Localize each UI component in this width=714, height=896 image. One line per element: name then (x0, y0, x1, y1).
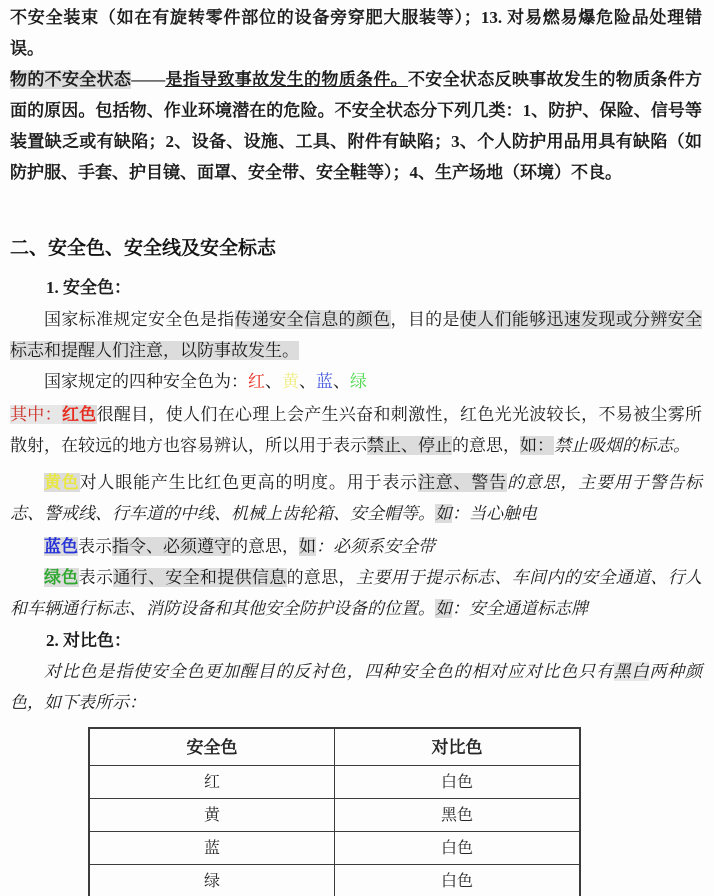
separator: 、 (265, 372, 282, 391)
table-cell: 白色 (335, 832, 581, 865)
paragraph-green-color (10, 562, 702, 624)
run-highlight: 黑白 (613, 662, 650, 681)
run-highlight: 传递安全信息的颜色 (234, 310, 391, 329)
run-highlight: 如 (299, 537, 316, 556)
section-heading (10, 233, 702, 264)
run-kai: 的意思，主要用于警告标志、警戒线、行车道的中线、机械上齿轮箱、安全帽等。 (10, 473, 703, 523)
run-kai: 主要用于提示标志、车间内的安全通道、行人和车辆通行标志、消防设备和其他安全防护设备的位置。 (10, 568, 703, 618)
run-plain: 的意思， (286, 568, 356, 587)
run-plain: ，目的是 (390, 310, 460, 329)
unsafe-state-term: 物的不安全状态 (10, 70, 132, 89)
paragraph-contrast-definition (10, 656, 702, 718)
color-word-green: 绿 (350, 372, 367, 391)
green-color-term: 绿色 (44, 568, 79, 587)
run-highlight: 如 (435, 504, 452, 523)
table-header-contrast-color: 对比色 (335, 728, 581, 766)
run-example: 禁止吸烟的标志。 (554, 436, 690, 455)
run-highlight: 注意、警告 (417, 473, 507, 492)
table-cell: 黄 (89, 799, 335, 832)
subheading-contrast-color-text: 2. 对比色： (46, 631, 131, 650)
color-word-blue: 蓝 (316, 372, 333, 391)
unsafe-state-rest: 不安全状态反映事故发生的物质条件方面的原因。包括物、作业环境潜在的危险。不安全状态分下列几类：1、防护、保险、信号等装置缺乏或有缺陷；2、设备、设施、工具、附件有缺陷；3、个人防护用品用具有缺陷（如防护服、手套、护目镜、面罩、安全带、安全鞋等）；4、生产场地（环境）不良。 (10, 70, 703, 182)
run-plain: 表示 (78, 568, 114, 587)
run-plain: 对比色是指使安全色更加醒目的反衬色，四种安全色的相对应对比色只有 (44, 662, 614, 681)
run-highlight: 使人们能够迅速发现或分辨安全标志和提醒人们注意，以防事故发生。 (10, 310, 703, 360)
color-word-yellow: 黄 (282, 372, 299, 391)
run-highlight: 禁止、停止 (367, 436, 452, 455)
table-cell: 蓝 (89, 832, 335, 865)
run-plain: 对人眼能产生比红色更高的明度。用于表示 (79, 473, 418, 492)
run-plain: 的意思， (452, 436, 520, 455)
run-example: ：安全通道标志牌 (452, 599, 588, 618)
table-row (89, 832, 580, 865)
run-among-label: 其中： (10, 405, 62, 424)
table-row (89, 766, 580, 799)
color-word-red: 红 (248, 372, 265, 391)
table-cell: 绿 (89, 865, 335, 896)
paragraph-unsafe-state (10, 64, 702, 188)
run-plain: 很醒目，使人们在心理上会产生兴奋和刺激性，红色光光波较长，不易被尘雾所散射，在较远的地方也容易辨认，所以用于表示 (10, 405, 703, 455)
separator: 、 (333, 372, 350, 391)
run-highlight: 如 (435, 599, 452, 618)
table-cell: 黑色 (335, 799, 581, 832)
separator: 、 (299, 372, 316, 391)
table-cell: 白色 (335, 766, 581, 799)
table-cell: 白色 (335, 865, 581, 896)
run-plain: 两种颜色，如下表所示： (10, 662, 703, 712)
section-heading-text: 二、安全色、安全线及安全标志 (10, 238, 277, 259)
table-cell: 红 (89, 766, 335, 799)
blue-color-term: 蓝色 (44, 537, 78, 556)
table-header-row (89, 728, 580, 766)
paragraph-red-color (10, 399, 702, 461)
table-row (89, 799, 580, 832)
run-highlight: 指令、必须遵守 (112, 537, 231, 556)
paragraph-safety-color-definition (10, 304, 702, 366)
run-plain: 国家规定的四种安全色为： (44, 372, 248, 391)
paragraph-unsafe-dress (10, 2, 702, 64)
unsafe-state-definition: 是指导致事故发生的物质条件。 (165, 70, 408, 89)
run-plain: 国家标准规定安全色是指 (44, 310, 235, 329)
subheading-contrast-color (46, 625, 702, 656)
run-example: ：必须系安全带 (316, 537, 435, 556)
run-plain: 的意思， (231, 537, 299, 556)
run-highlight: 如： (520, 436, 554, 455)
paragraph-yellow-color (10, 467, 702, 529)
unsafe-dress-text: 不安全装束（如在有旋转零件部位的设备旁穿肥大服装等）；13. 对易燃易爆危险品处理错误。 (10, 8, 702, 58)
run-example: ：当心触电 (452, 504, 537, 523)
table-row (89, 865, 580, 896)
paragraph-four-colors (10, 366, 702, 397)
paragraph-blue-color (10, 531, 702, 562)
subheading-safety-color-text: 1. 安全色： (46, 278, 131, 297)
run-highlight: 通行、安全和提供信息 (113, 568, 287, 587)
table-header-safety-color: 安全色 (89, 728, 335, 766)
run-plain: 表示 (78, 537, 112, 556)
red-color-term: 红色 (61, 405, 97, 424)
yellow-color-term: 黄色 (44, 473, 80, 492)
subheading-safety-color (46, 272, 702, 303)
contrast-color-table (88, 727, 581, 896)
em-dash: —— (131, 70, 166, 89)
